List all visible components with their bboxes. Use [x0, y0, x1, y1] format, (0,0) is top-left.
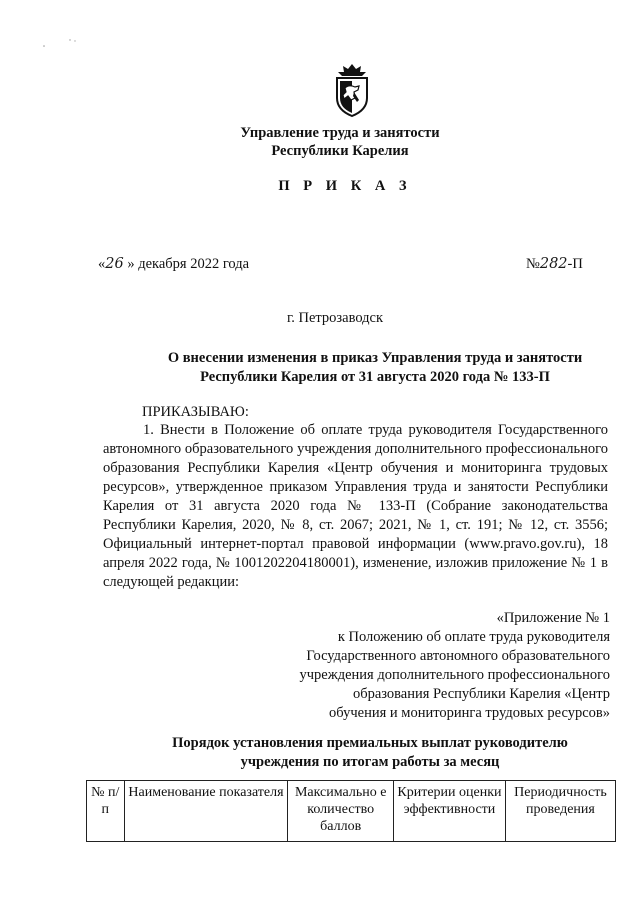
- order-keyword: ПРИКАЗЫВАЮ:: [142, 404, 249, 420]
- annex-line: «Приложение № 1: [496, 610, 610, 626]
- organization-name-line2: Республики Карелия: [271, 143, 409, 159]
- number-sign: №: [526, 256, 540, 272]
- scan-specks: [42, 38, 82, 48]
- order-title-line2: Республики Карелия от 31 августа 2020 года № 133-П: [200, 369, 550, 385]
- annex-line: к Положению об оплате труда руководителя: [337, 629, 610, 645]
- annex-line: обучения и мониторинга трудовых ресурсов»: [329, 705, 610, 721]
- city-name: г. Петрозаводск: [286, 310, 384, 326]
- karelia-coat-of-arms-icon: [331, 62, 373, 118]
- annex-line: образования Республики Карелия «Центр: [352, 686, 610, 702]
- table-title: [120, 734, 620, 772]
- column-header-criteria: Критерии оценки эффективности: [394, 781, 506, 842]
- table-title-line2: учреждения по итогам работы за месяц: [240, 754, 500, 770]
- document-type-heading: П Р И К А З: [278, 178, 412, 194]
- column-header-indicator: Наименование показателя: [124, 781, 288, 842]
- order-paragraph-1: 1. Внести в Положение об оплате труда руководителя Государственного автономного образовательного учреждения дополнительного профессионального образования Республики Карелия «Центр обучения и мониторинга трудовых ресурсов», утвержденное приказом Управления труда и занятости Республики Карелия от 31 августа 2020 года № 133-П (Собрание законодательства Республики Карелия, 2020, № 8, ст. 2067; 2021, № 1, ст. 191; № 12, ст. 3556; Официальный интернет-портал правовой информации (www.pravo.gov.ru), 18 апреля 2022 года, № 1001202204180001), изменение, изложив приложение № 1 в следующей редакции:: [103, 422, 608, 590]
- table-header-row: [87, 781, 616, 842]
- order-title: [120, 349, 630, 387]
- number-handwritten: 282: [539, 256, 568, 272]
- date-month-year: » декабря 2022 года: [123, 256, 250, 272]
- column-header-max-points: Максимально е количество баллов: [288, 781, 394, 842]
- bonus-criteria-table: [86, 780, 616, 842]
- organization-name-line1: Управление труда и занятости: [240, 125, 440, 141]
- table-title-line1: Порядок установления премиальных выплат руководителю: [172, 735, 568, 751]
- order-date: [98, 256, 249, 273]
- order-title-line1: О внесении изменения в приказ Управления труда и занятости: [167, 350, 583, 366]
- annex-line: учреждения дополнительного профессионального: [299, 667, 610, 683]
- column-header-number: № п/п: [87, 781, 125, 842]
- annex-line: Государственного автономного образовательного: [306, 648, 610, 664]
- date-day-handwritten: 26: [105, 256, 124, 272]
- number-suffix: -П: [567, 256, 583, 272]
- order-number: [526, 256, 583, 273]
- annex-heading: [240, 609, 610, 723]
- column-header-periodicity: Периодичность проведения: [505, 781, 615, 842]
- date-open-quote: «: [98, 256, 106, 272]
